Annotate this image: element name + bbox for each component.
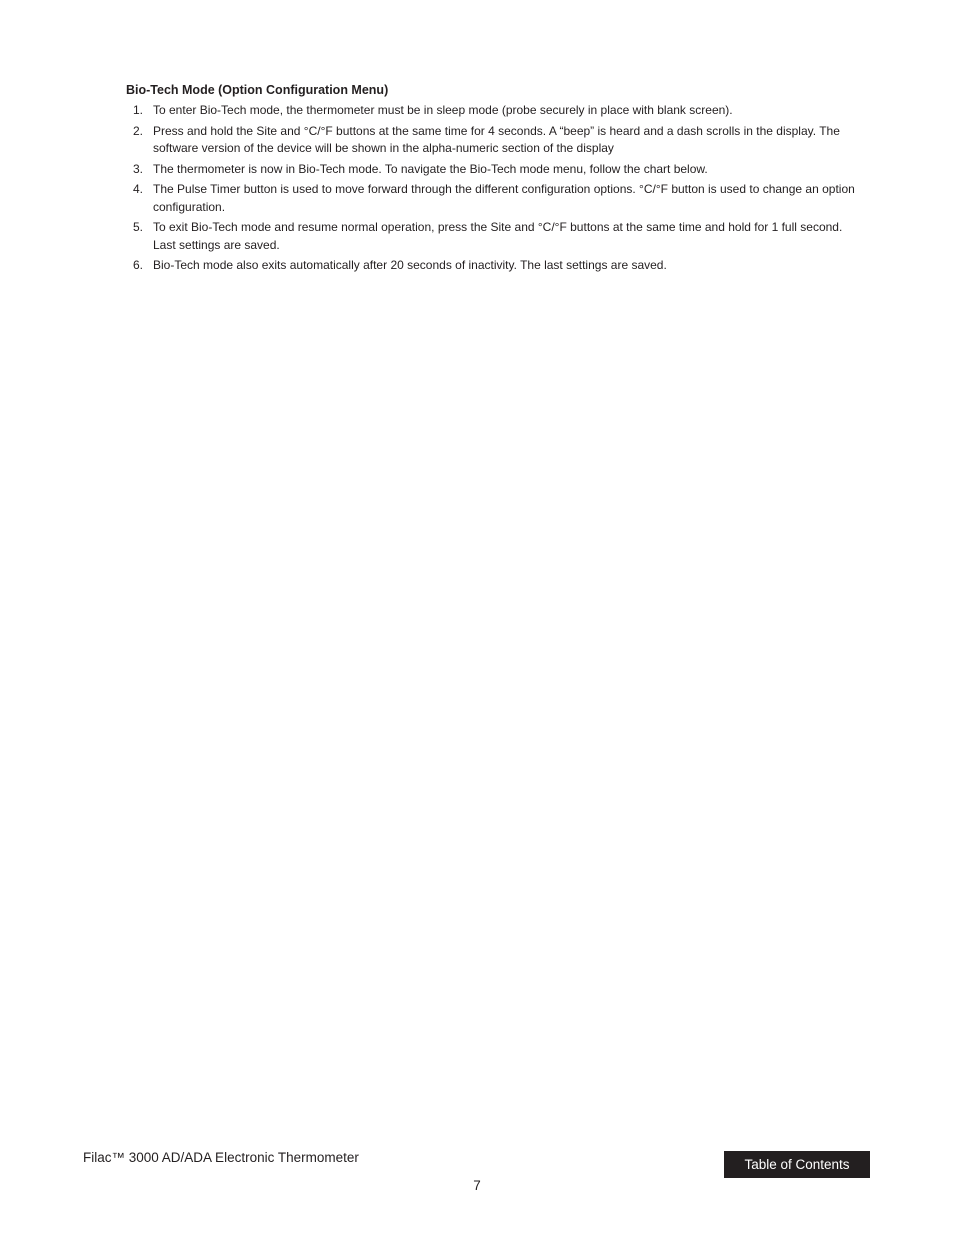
- list-item: [126, 257, 866, 275]
- step-text: The Pulse Timer button is used to move forward through the different configuration options. °C/°F button is used to change an option configuration.: [153, 182, 855, 214]
- steps-list: [126, 102, 866, 275]
- step-number: 2.: [133, 123, 144, 138]
- step-number: 4.: [133, 182, 144, 196]
- step-number: 3.: [133, 161, 144, 176]
- step-number: 5.: [133, 220, 144, 234]
- main-content: [126, 82, 866, 278]
- table-of-contents-button[interactable]: Table of Contents: [724, 1151, 870, 1178]
- step-text: Press and hold the Site and °C/°F buttons at the same time for 4 seconds. A “beep” is heard and a dash scrolls in the display. The software version of the device will be shown in the alpha-numeric section of the display: [153, 123, 840, 155]
- list-item: [126, 123, 866, 158]
- step-text: The thermometer is now in Bio-Tech mode. To navigate the Bio-Tech mode menu, follow the chart below.: [153, 161, 708, 176]
- page-number: 7: [473, 1178, 481, 1193]
- list-item: [126, 102, 866, 120]
- step-number: 6.: [133, 258, 144, 272]
- step-number: 1.: [133, 103, 144, 117]
- step-text: Bio-Tech mode also exits automatically after 20 seconds of inactivity. The last settings are saved.: [153, 258, 667, 272]
- step-text: To enter Bio-Tech mode, the thermometer must be in sleep mode (probe securely in place with blank screen).: [153, 103, 733, 117]
- section-heading: Bio-Tech Mode (Option Configuration Menu): [126, 83, 389, 97]
- list-item: [126, 181, 866, 216]
- list-item: [126, 161, 866, 179]
- footer-document-title: Filac™ 3000 AD/ADA Electronic Thermometer: [83, 1150, 359, 1165]
- list-item: [126, 219, 866, 254]
- step-text: To exit Bio-Tech mode and resume normal operation, press the Site and °C/°F buttons at the same time and hold for 1 full second. Last settings are saved.: [153, 220, 843, 252]
